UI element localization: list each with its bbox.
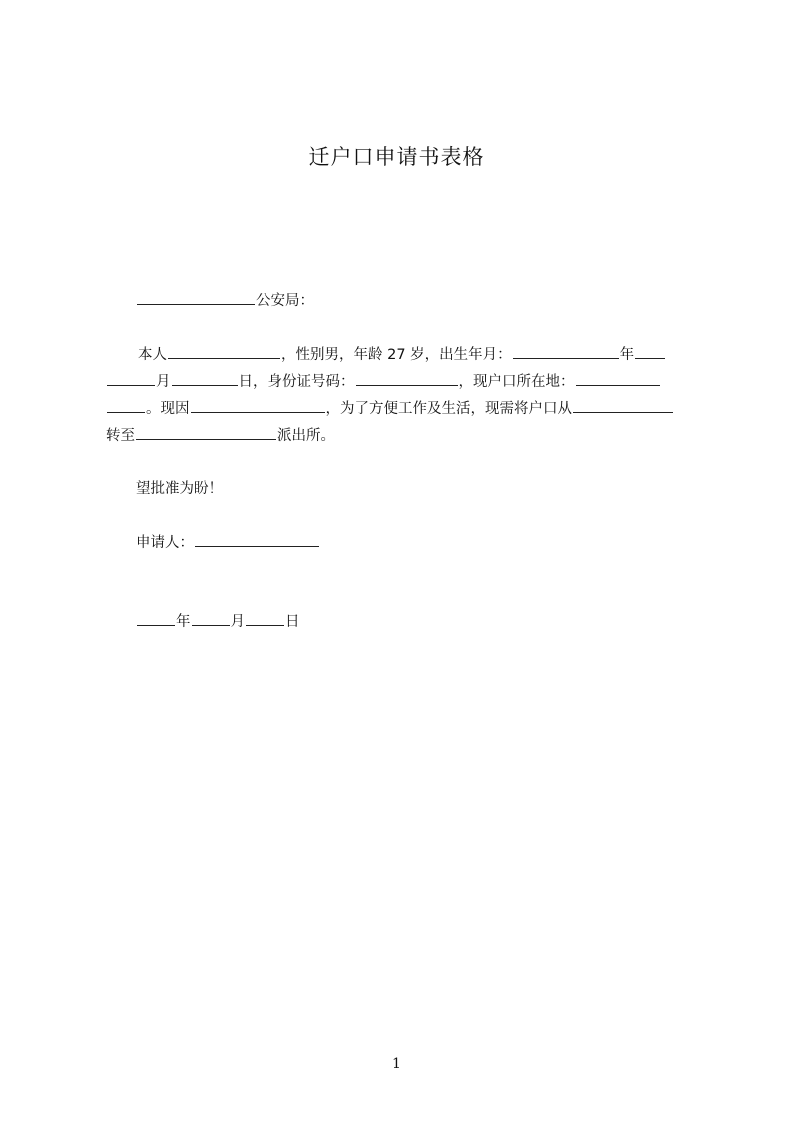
day-id-label: 日，身份证号码： bbox=[238, 374, 355, 390]
document-title: 迁户口申请书表格 bbox=[308, 145, 485, 169]
body-line-4 bbox=[106, 425, 335, 446]
year-label: 年 bbox=[619, 347, 635, 363]
addressee-line bbox=[136, 290, 314, 311]
date-line bbox=[136, 611, 300, 632]
date-year-blank[interactable] bbox=[137, 611, 175, 626]
current-address-blank-end[interactable] bbox=[107, 398, 145, 413]
date-month-label: 月 bbox=[230, 614, 245, 630]
applicant-blank[interactable] bbox=[195, 532, 319, 547]
addressee-suffix: 公安局： bbox=[256, 293, 314, 309]
body-line-2 bbox=[106, 371, 661, 392]
name-blank[interactable] bbox=[168, 344, 280, 359]
applicant-line bbox=[136, 532, 320, 553]
date-year-label: 年 bbox=[176, 614, 191, 630]
self-label: 本人 bbox=[138, 347, 167, 363]
applicant-label: 申请人： bbox=[136, 535, 194, 551]
from-address-blank[interactable] bbox=[573, 398, 673, 413]
birth-day-blank[interactable] bbox=[172, 371, 238, 386]
month-label: 月 bbox=[156, 374, 171, 390]
police-bureau-blank[interactable] bbox=[137, 290, 255, 305]
destination-blank[interactable] bbox=[136, 425, 276, 440]
date-month-blank[interactable] bbox=[192, 611, 230, 626]
id-number-blank[interactable] bbox=[356, 371, 458, 386]
body-line-3 bbox=[106, 398, 674, 419]
reason-blank[interactable] bbox=[191, 398, 325, 413]
birth-year-blank[interactable] bbox=[513, 344, 619, 359]
birth-month-blank-end[interactable] bbox=[107, 371, 155, 386]
date-day-blank[interactable] bbox=[246, 611, 284, 626]
transfer-label: 转至 bbox=[106, 428, 135, 444]
current-address-blank-start[interactable] bbox=[576, 371, 660, 386]
gender-age-text: ，性别男，年龄 27 岁，出生年月： bbox=[281, 347, 512, 363]
date-day-label: 日 bbox=[285, 614, 300, 630]
purpose-text: ，为了方便工作及生活，现需将户口从 bbox=[325, 401, 572, 417]
current-address-label: ，现户口所在地： bbox=[458, 374, 575, 390]
closing-line: 望批准为盼！ bbox=[136, 481, 223, 497]
page-number: 1 bbox=[392, 1056, 401, 1072]
police-station-label: 派出所。 bbox=[277, 428, 335, 444]
birth-month-blank-start[interactable] bbox=[635, 344, 665, 359]
body-line-1 bbox=[138, 344, 666, 365]
reason-label: 。现因 bbox=[146, 401, 190, 417]
